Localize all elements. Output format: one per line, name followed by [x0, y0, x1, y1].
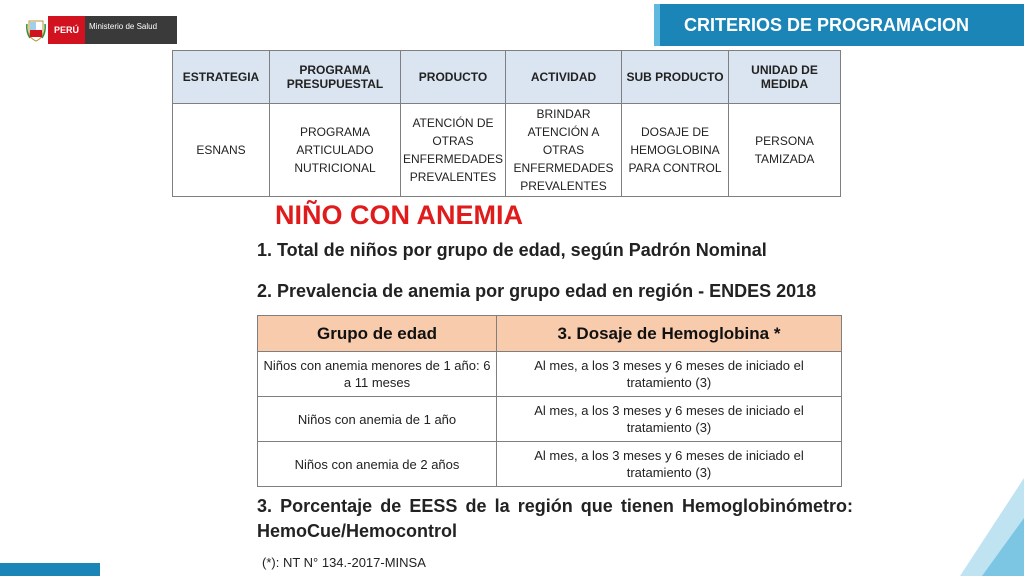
header-sub-producto: SUB PRODUCTO — [622, 51, 729, 104]
strategy-table — [172, 50, 841, 197]
header-programa: PROGRAMA PRESUPUESTAL — [270, 51, 401, 104]
cell-dosaje: Al mes, a los 3 meses y 6 meses de iniciado el tratamiento (3) — [497, 442, 842, 487]
header-dosaje: 3. Dosaje de Hemoglobina * — [497, 316, 842, 352]
cell-grupo: Niños con anemia de 1 año — [258, 397, 497, 442]
age-table-header-row — [258, 316, 842, 352]
header-bar — [660, 4, 1024, 46]
cell-producto: ATENCIÓN DE OTRAS ENFERMEDADES PREVALENTES — [401, 104, 506, 197]
item-3: 3. Porcentaje de EESS de la región que tienen Hemoglobinómetro: HemoCue/Hemocontrol — [257, 496, 853, 541]
table-row — [258, 352, 842, 397]
strategy-table-row — [173, 104, 841, 197]
cell-dosaje: Al mes, a los 3 meses y 6 meses de iniciado el tratamiento (3) — [497, 397, 842, 442]
age-group-table — [257, 315, 842, 487]
table-row — [258, 397, 842, 442]
header-grupo-edad: Grupo de edad — [258, 316, 497, 352]
item-1: 1. Total de niños por grupo de edad, según Padrón Nominal — [257, 240, 767, 260]
header-actividad: ACTIVIDAD — [506, 51, 622, 104]
table-row — [258, 442, 842, 487]
decorative-band-left — [0, 563, 100, 576]
section-title: NIÑO CON ANEMIA — [275, 200, 523, 230]
item-2: 2. Prevalencia de anemia por grupo edad en región - ENDES 2018 — [257, 281, 817, 301]
header-estrategia: ESTRATEGIA — [173, 51, 270, 104]
logo-country: PERÚ — [48, 16, 85, 44]
cell-unidad: PERSONA TAMIZADA — [729, 104, 841, 197]
header-producto: PRODUCTO — [401, 51, 506, 104]
cell-programa: PROGRAMA ARTICULADO NUTRICIONAL — [270, 104, 401, 197]
strategy-table-header-row — [173, 51, 841, 104]
cell-estrategia: ESNANS — [173, 104, 270, 197]
header-unidad: UNIDAD DE MEDIDA — [729, 51, 841, 104]
cell-dosaje: Al mes, a los 3 meses y 6 meses de iniciado el tratamiento (3) — [497, 352, 842, 397]
cell-sub-producto: DOSAJE DE HEMOGLOBINA PARA CONTROL — [622, 104, 729, 197]
footnote: (*): NT N° 134.-2017-MINSA — [262, 555, 426, 570]
cell-actividad: BRINDAR ATENCIÓN A OTRAS ENFERMEDADES PREVALENTES — [506, 104, 622, 197]
cell-grupo: Niños con anemia de 2 años — [258, 442, 497, 487]
minsa-logo — [24, 16, 177, 44]
decorative-corner-right — [960, 478, 1024, 576]
cell-grupo: Niños con anemia menores de 1 año: 6 a 11 meses — [258, 352, 497, 397]
coat-of-arms-icon — [24, 16, 48, 44]
logo-ministry: Ministerio de Salud — [85, 16, 177, 44]
page-title: CRITERIOS DE PROGRAMACION — [684, 15, 970, 35]
